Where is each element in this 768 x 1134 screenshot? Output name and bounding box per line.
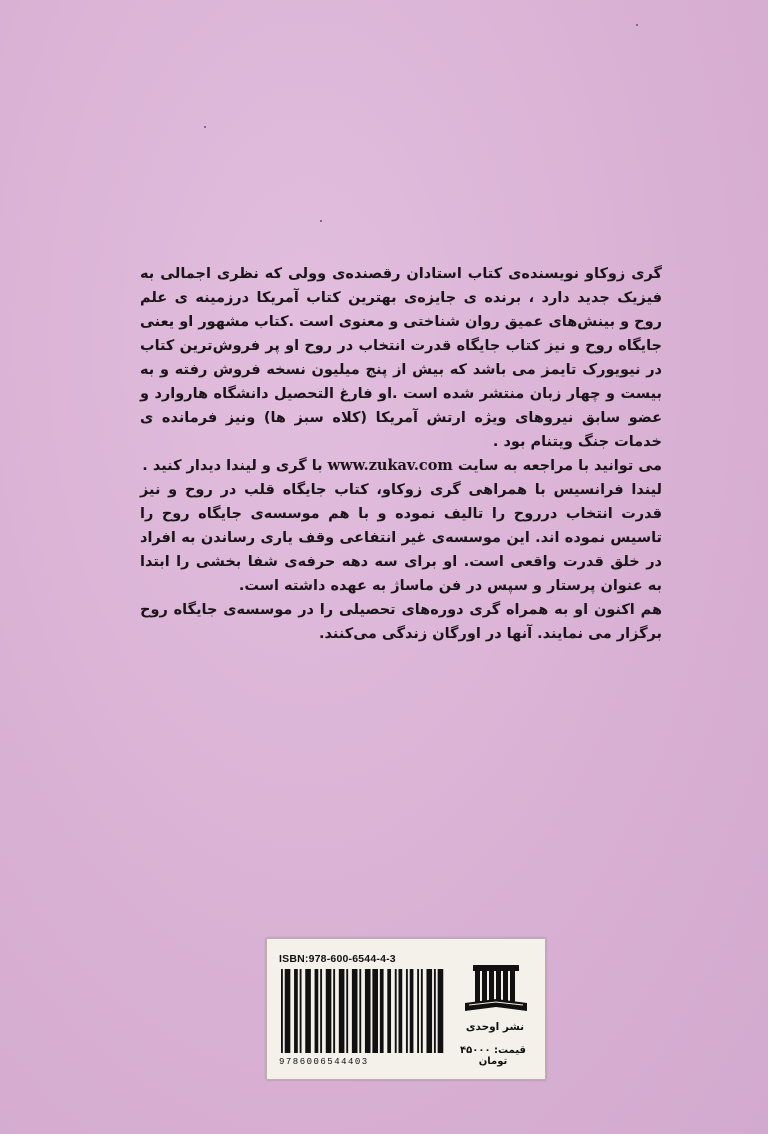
blurb-paragraph-author: گری زوکاو نویسنده‌ی کتاب استادان رقصنده‌ی وولی که نظری اجمالی به فیزیک جدید دارد ، برنده ی جایزه‌ی بهترین کتاب آمریکا درزمینه ی علم روح و بینش‌های عمیق روان شناختی و معنوی است .کتاب مشهور او یعنی جایگاه روح و نیز کتاب جایگاه قدرت انتخاب در روح او پر فروش‌ترین کتاب در نیویورک تایمز می باشد که بیش از پنج میلیون نسخه فروش رفته و به بیست و چهار زبان منتشر شده است .او فارغ التحصیل دانشگاه هاروارد و عضو سابق نیروهای ویژه ارتش آمریکا (کلاه سبز ها) ونیز فرمانده ی خدمات جنگ ویتنام بود . <box>140 266 662 450</box>
blurb-paragraph-website <box>140 454 662 478</box>
website-text-before: می توانید با مراجعه به سایت <box>457 458 662 474</box>
website-text-after: با گری و لیندا دیدار کنید . <box>142 458 323 474</box>
blurb-paragraph-linda: لیندا فرانسیس با همراهی گری زوکاو، کتاب جایگاه قلب در روح و نیز قدرت انتخاب درروح را تالیف نموده و با هم موسسه‌ی جایگاه روح را تاسیس نموده اند. این موسسه‌ی غیر انتفاعی وقف یاری رساندن به افراد در خلق قدرت واقعی است. او برای سه دهه حرفه‌ی شفا بخشی را ابتدا به عنوان پرستار و سپس در فن ماساژ به عهده داشته است. <box>140 482 662 594</box>
isbn-sticker <box>266 938 546 1080</box>
website-link[interactable]: www.zukav.com <box>327 457 453 474</box>
isbn-label: ISBN:978-600-6544-4-3 <box>279 953 396 965</box>
publisher-name: نشر اوحدی <box>465 1021 525 1033</box>
barcode-icon <box>279 969 451 1055</box>
price-label: قیمت: ۴۵۰۰۰ تومان <box>460 1045 526 1067</box>
back-cover-blurb <box>140 262 662 646</box>
books-icon <box>461 959 531 1017</box>
blurb-paragraph-now: هم اکنون او به همراه گری دوره‌های تحصیلی را در موسسه‌ی جایگاه روح برگزار می نمایند. آنها در اورگان زندگی می‌کنند. <box>140 602 662 642</box>
barcode-number: 9786006544403 <box>279 1057 369 1067</box>
